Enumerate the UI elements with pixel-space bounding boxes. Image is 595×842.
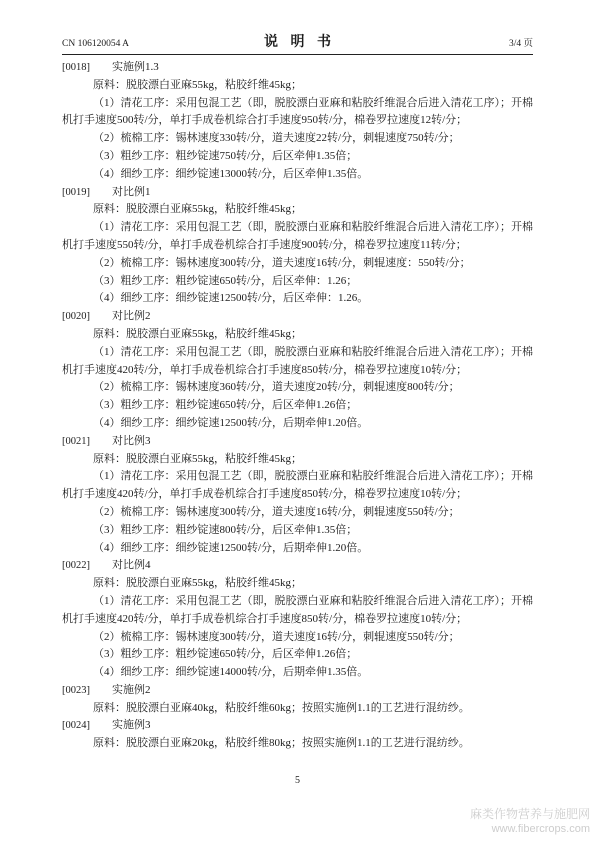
paragraph-0018 <box>62 59 533 184</box>
paragraph-0022 <box>62 557 533 682</box>
materials-line: 原料：脱胶漂白亚麻40kg，粘胶纤维60kg；按照实施例1.1的工艺进行混纺纱。 <box>93 701 470 714</box>
header-rule <box>62 54 533 55</box>
paragraph-0020 <box>62 308 533 433</box>
paragraph-number: [0024] <box>62 720 90 732</box>
carding-step: （2）梳棉工序：锡林速度300转/分，道夫速度16转/分，刺辊速度550转/分； <box>93 630 460 643</box>
paragraph-heading <box>62 184 533 202</box>
paragraph-heading <box>62 308 533 326</box>
paragraph-title: 实施例3 <box>112 719 151 732</box>
paragraph-0023 <box>62 682 533 718</box>
patent-number: CN 106120054 A <box>62 39 130 49</box>
materials-line: 原料：脱胶漂白亚麻55kg，粘胶纤维45kg； <box>93 327 302 340</box>
cleaning-step: （1）清花工序：采用包混工艺（即，脱胶漂白亚麻和粘胶纤维混合后进入清花工序）；开棉机打手速度420转/分，单打手成卷机综合打手速度850转/分，棉卷罗拉速度10转/分； <box>62 345 533 376</box>
roving-step: （3）粗纱工序：粗纱锭速650转/分，后区牵伸1.26倍； <box>93 648 358 661</box>
spinning-step: （4）细纱工序：细纱锭速12500转/分，后期牵伸1.20倍。 <box>93 416 369 429</box>
paragraph-0024 <box>62 717 533 753</box>
cleaning-step: （1）清花工序：采用包混工艺（即，脱胶漂白亚麻和粘胶纤维混合后进入清花工序）；开棉机打手速度500转/分，单打手成卷机综合打手速度950转/分，棉卷罗拉速度12转/分； <box>62 96 533 127</box>
paragraph-heading <box>62 717 533 735</box>
spinning-step: （4）细纱工序：细纱锭速13000转/分，后区牵伸1.35倍。 <box>93 167 369 180</box>
materials-line: 原料：脱胶漂白亚麻20kg，粘胶纤维80kg；按照实施例1.1的工艺进行混纺纱。 <box>93 737 470 750</box>
paragraph-number: [0023] <box>62 684 90 696</box>
carding-step: （2）梳棉工序：锡林速度360转/分，道夫速度20转/分，刺辊速度800转/分； <box>93 381 460 394</box>
paragraph-heading <box>62 433 533 451</box>
paragraph-0019 <box>62 184 533 309</box>
carding-step: （2）梳棉工序：锡林速度300转/分，道夫速度16转/分，刺辊速度550转/分； <box>93 505 460 518</box>
materials-line: 原料：脱胶漂白亚麻55kg，粘胶纤维45kg； <box>93 203 302 216</box>
paragraph-number: [0018] <box>62 62 90 73</box>
materials-line: 原料：脱胶漂白亚麻55kg，粘胶纤维45kg； <box>93 78 302 91</box>
materials-line: 原料：脱胶漂白亚麻55kg，粘胶纤维45kg； <box>93 452 302 465</box>
paragraph-number: [0022] <box>62 560 90 572</box>
cleaning-step: （1）清花工序：采用包混工艺（即，脱胶漂白亚麻和粘胶纤维混合后进入清花工序）；开棉机打手速度420转/分，单打手成卷机综合打手速度850转/分，棉卷罗拉速度10转/分； <box>62 594 533 625</box>
roving-step: （3）粗纱工序：粗纱锭速800转/分，后区牵伸1.35倍； <box>93 523 358 536</box>
cleaning-step: （1）清花工序：采用包混工艺（即，脱胶漂白亚麻和粘胶纤维混合后进入清花工序）；开棉机打手速度550转/分，单打手成卷机综合打手速度900转/分，棉卷罗拉速度11转/分； <box>62 221 533 251</box>
page-number: 5 <box>295 775 300 786</box>
paragraph-heading <box>62 59 533 77</box>
paragraph-heading <box>62 682 533 700</box>
spinning-step: （4）细纱工序：细纱锭速12500转/分，后期牵伸1.20倍。 <box>93 541 369 554</box>
watermark <box>470 806 590 836</box>
materials-line: 原料：脱胶漂白亚麻55kg，粘胶纤维45kg； <box>93 577 302 590</box>
paragraph-title: 实施例1.3 <box>112 61 159 73</box>
paragraph-title: 对比例1 <box>112 185 151 198</box>
paragraph-0021 <box>62 433 533 558</box>
document-body <box>62 59 533 753</box>
roving-step: （3）粗纱工序：粗纱锭速750转/分，后区牵伸1.35倍； <box>93 149 358 162</box>
paragraph-title: 对比例2 <box>112 310 151 323</box>
paragraph-title: 对比例3 <box>112 434 151 447</box>
carding-step: （2）梳棉工序：锡林速度330转/分，道夫速度22转/分，刺辊速度750转/分； <box>93 132 460 145</box>
cleaning-step: （1）清花工序：采用包混工艺（即，脱胶漂白亚麻和粘胶纤维混合后进入清花工序）；开棉机打手速度420转/分，单打手成卷机综合打手速度850转/分，棉卷罗拉速度10转/分； <box>62 470 533 501</box>
watermark-url: www.fibercrops.com <box>491 823 590 835</box>
roving-step: （3）粗纱工序：粗纱锭速650转/分，后区牵伸：1.26； <box>93 274 358 287</box>
carding-step: （2）梳棉工序：锡林速度300转/分，道夫速度16转/分，刺辊速度：550转/分； <box>93 256 471 269</box>
paragraph-number: [0021] <box>62 435 90 447</box>
paragraph-heading <box>62 557 533 575</box>
paragraph-title: 对比例4 <box>112 559 151 572</box>
page-indicator: 3/4 页 <box>508 39 533 49</box>
paragraph-number: [0019] <box>62 186 90 198</box>
paragraph-title: 实施例2 <box>112 683 151 696</box>
section-title: 说 明 书 <box>264 35 331 50</box>
watermark-site-name: 麻类作物营养与施肥网 <box>469 807 590 821</box>
spinning-step: （4）细纱工序：细纱锭速12500转/分，后区牵伸：1.26。 <box>93 292 369 305</box>
roving-step: （3）粗纱工序：粗纱锭速650转/分，后区牵伸1.26倍； <box>93 399 358 412</box>
spinning-step: （4）细纱工序：细纱锭速14000转/分，后期牵伸1.35倍。 <box>93 666 369 679</box>
paragraph-number: [0020] <box>62 311 90 323</box>
